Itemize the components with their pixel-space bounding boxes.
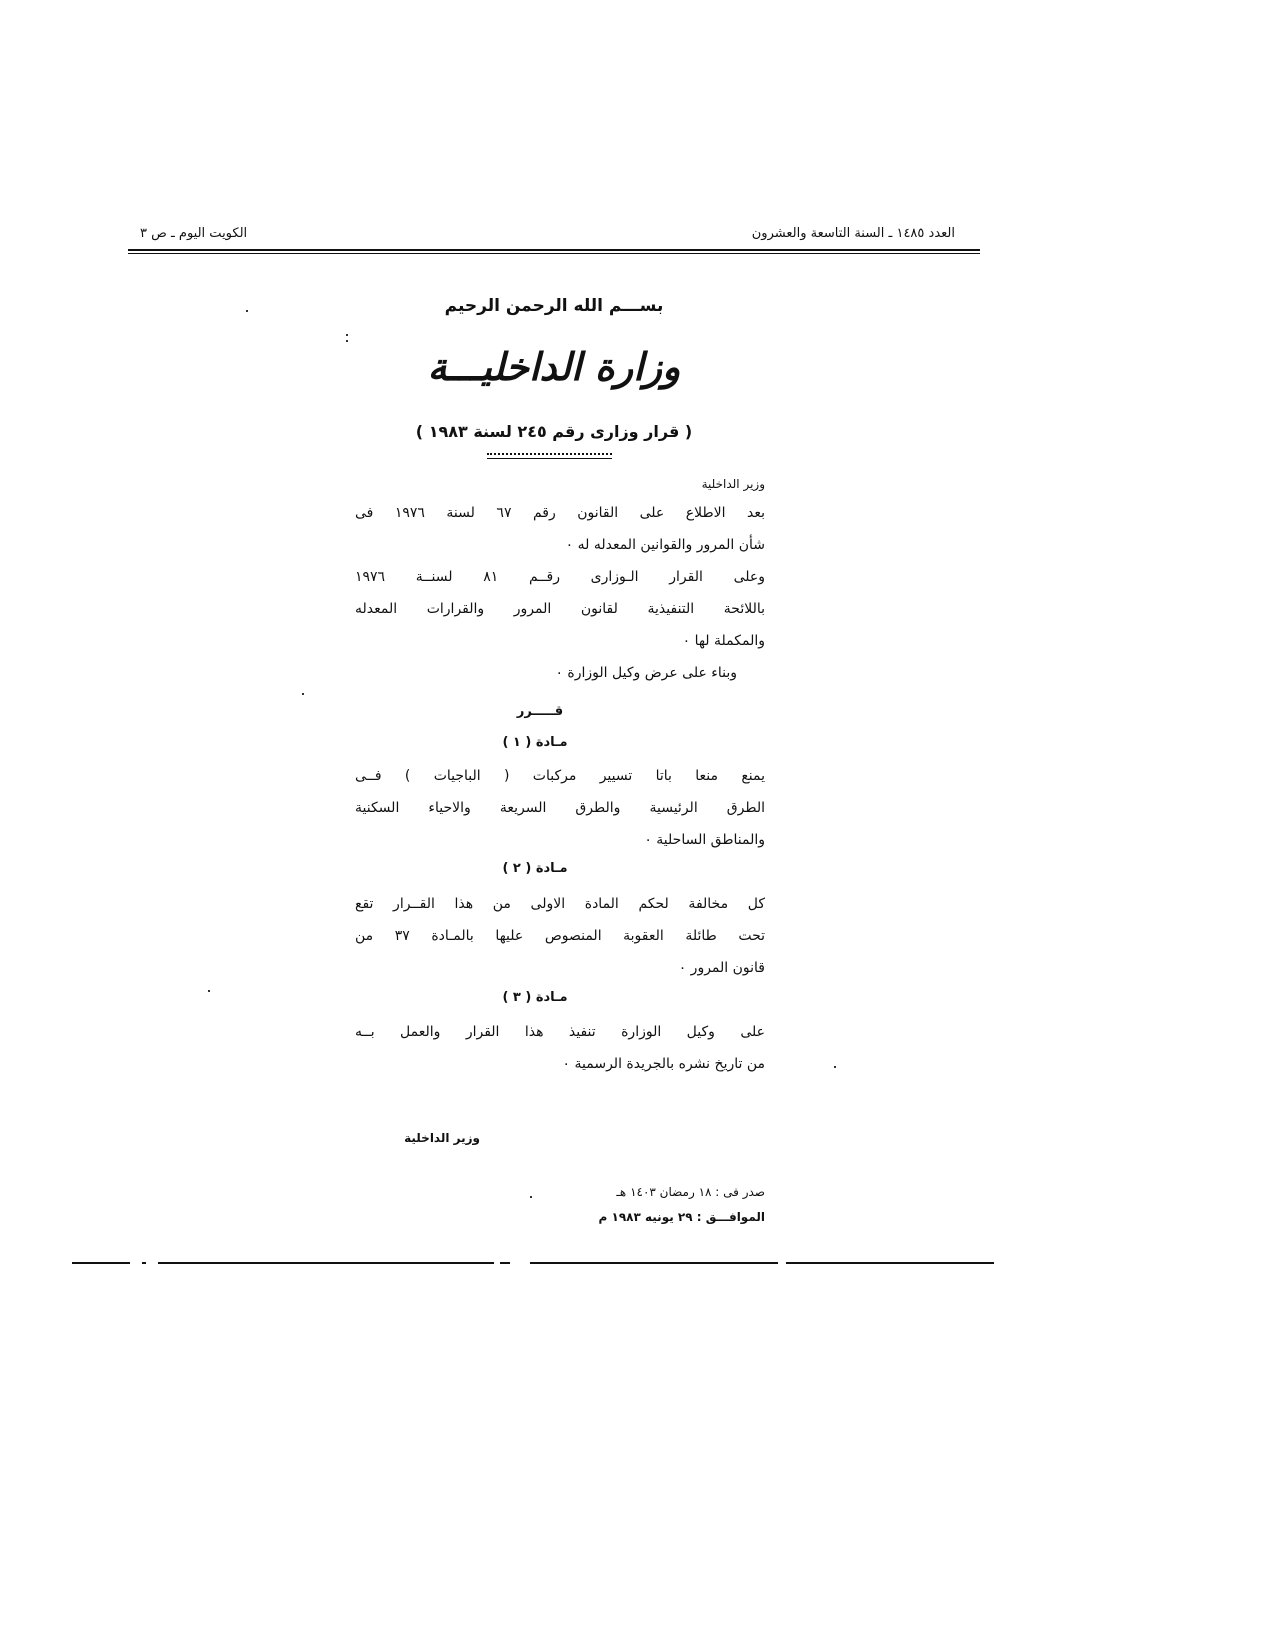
paragraph-line: كل مخالفة لحكم المادة الاولى من هذا القــرار تقع xyxy=(355,896,765,912)
footer-rule xyxy=(158,1262,494,1264)
paragraph-line: الطرق الرئيسية والطرق السريعة والاحياء السكنية xyxy=(355,800,765,816)
paragraph-line: يمنع منعا باتا تسيير مركبات ( الباجيات ) فــى xyxy=(355,768,765,784)
issue-date-hijri: صدر فى : ١٨ رمضان ١٤٠٣ هـ xyxy=(616,1185,765,1199)
scan-speck xyxy=(208,990,210,992)
paragraph-line: والمكملة لها ٠ xyxy=(682,633,765,649)
article-1-label: مـادة ( ١ ) xyxy=(502,735,568,750)
footer-rule xyxy=(72,1262,130,1264)
basmala: بســـم الله الرحمن الرحيم xyxy=(444,296,664,316)
article-3-label: مـادة ( ٣ ) xyxy=(502,990,568,1005)
ministry-name: وزارة الداخليـــة xyxy=(427,344,681,389)
scan-speck xyxy=(530,1196,532,1198)
paragraph-line: بعد الاطلاع على القانون رقم ٦٧ لسنة ١٩٧٦ فى xyxy=(355,505,765,521)
scan-speck xyxy=(346,334,348,336)
footer-rule xyxy=(786,1262,994,1264)
paragraph-line: والمناطق الساحلية ٠ xyxy=(644,832,765,848)
preamble xyxy=(355,473,765,495)
paragraph-line: وعلى القرار الـوزارى رقــم ٨١ لسنــة ١٩٧٦ xyxy=(355,569,766,585)
footer-rule xyxy=(530,1262,778,1264)
newspaper-page-header: الكويت اليوم ـ ص ٣ xyxy=(140,226,248,241)
paragraph-line: تحت طائلة العقوبة المنصوص عليها بالمـادة ٣٧ من xyxy=(355,928,765,944)
header-rule xyxy=(128,249,980,251)
decided-heading: قـــــرر xyxy=(516,704,564,719)
paragraph-line: على وكيل الوزارة تنفيذ هذا القرار والعمل بــه xyxy=(355,1024,765,1040)
preamble-paragraph-2 xyxy=(355,561,765,657)
scan-speck xyxy=(302,693,304,695)
article-1-text xyxy=(355,760,765,856)
scan-speck xyxy=(346,340,348,342)
issue-date-gregorian: الموافـــق : ٢٩ يونيه ١٩٨٣ م xyxy=(598,1210,765,1224)
title-divider xyxy=(487,453,612,459)
paragraph-line: قانون المرور ٠ xyxy=(678,960,765,976)
signature-title: وزير الداخلية xyxy=(404,1131,480,1145)
paragraph-line: من تاريخ نشره بالجريدة الرسمية ٠ xyxy=(562,1056,765,1072)
issue-number-header: العدد ١٤٨٥ ـ السنة التاسعة والعشرون xyxy=(751,226,955,241)
paragraph-line: شأن المرور والقوانين المعدله له ٠ xyxy=(565,537,765,553)
footer-rule xyxy=(142,1262,146,1264)
issuing-authority: وزير الداخلية xyxy=(701,477,765,491)
preamble-paragraph-3 xyxy=(355,657,765,689)
paragraph-line: باللائحة التنفيذية لقانون المرور والقرارات المعدله xyxy=(355,601,765,617)
article-2-label: مـادة ( ٢ ) xyxy=(502,861,568,876)
article-2-text xyxy=(355,888,765,984)
scan-speck xyxy=(246,310,248,312)
header-rule-thin xyxy=(128,253,980,254)
footer-rule xyxy=(500,1262,510,1264)
scan-speck xyxy=(834,1066,836,1068)
preamble-paragraph-1 xyxy=(355,497,765,561)
decision-title: ( قرار وزارى رقم ٢٤٥ لسنة ١٩٨٣ ) xyxy=(415,422,693,441)
paragraph-line: وبناء على عرض وكيل الوزارة ٠ xyxy=(555,665,737,681)
article-3-text xyxy=(355,1016,765,1080)
